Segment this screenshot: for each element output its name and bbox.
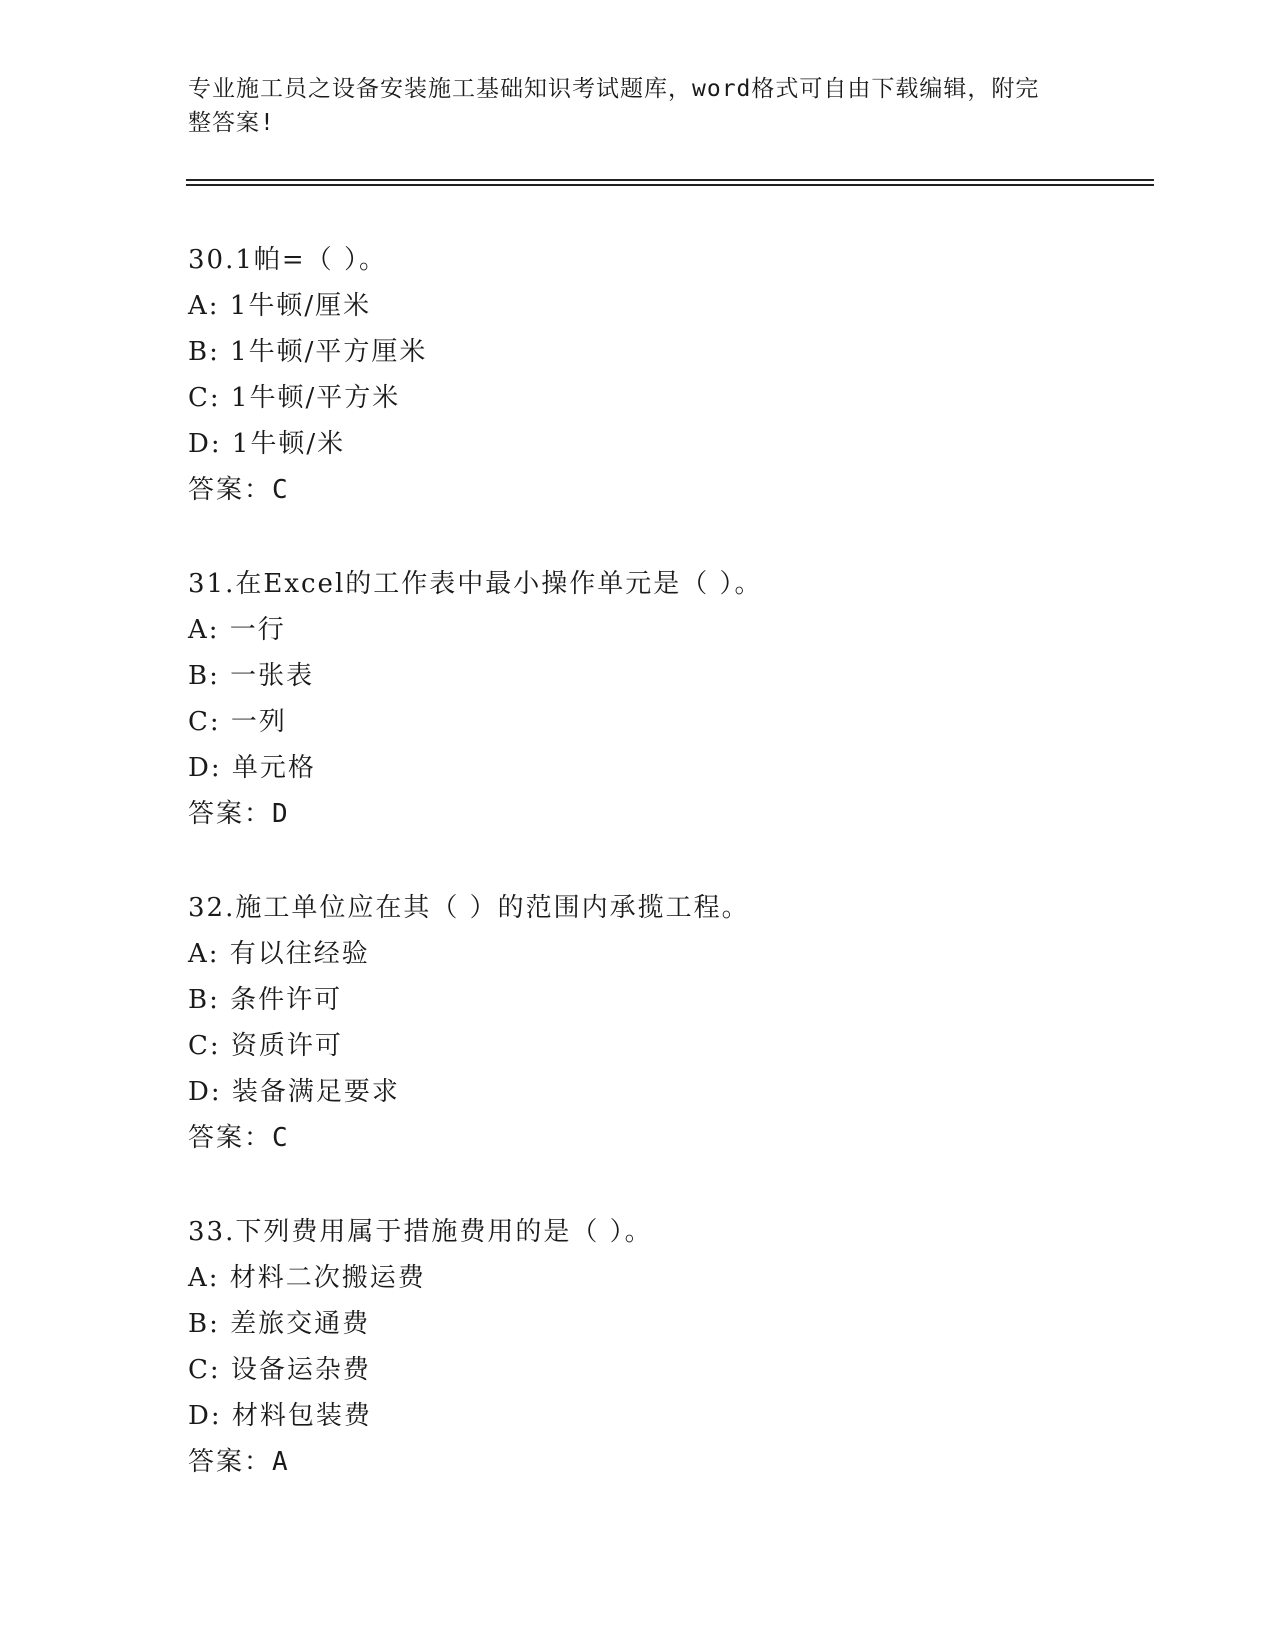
option-a: A: 材料二次搬运费 — [188, 1263, 426, 1293]
option-d: D: 单元格 — [188, 753, 316, 783]
option-c: C: 1牛顿/平方米 — [188, 383, 401, 413]
option-a: A: 1牛顿/厘米 — [188, 291, 372, 321]
option-d: D: 材料包装费 — [188, 1401, 372, 1431]
question-30 — [188, 237, 1148, 513]
answer-label: 答案： — [188, 475, 273, 505]
option-d: D: 1牛顿/米 — [188, 429, 346, 459]
answer-line — [188, 1439, 1148, 1485]
question-list — [188, 237, 1148, 1533]
answer-label: 答案： — [188, 799, 273, 829]
question-stem: 32.施工单位应在其（ ）的范围内承揽工程。 — [188, 893, 750, 923]
question-32 — [188, 885, 1148, 1161]
header-divider-bottom — [186, 184, 1154, 186]
answer-line — [188, 791, 1148, 837]
question-stem: 30.1帕=（ ）。 — [188, 245, 387, 275]
option-c: C: 设备运杂费 — [188, 1355, 371, 1385]
header-divider-top — [186, 179, 1154, 181]
option-b: B: 差旅交通费 — [188, 1309, 371, 1339]
answer-line — [188, 1115, 1148, 1161]
option-b: B: 一张表 — [188, 661, 315, 691]
option-b: B: 条件许可 — [188, 985, 343, 1015]
option-d: D: 装备满足要求 — [188, 1077, 400, 1107]
answer-value: A — [272, 1447, 288, 1477]
answer-value: C — [272, 1123, 288, 1153]
answer-value: C — [272, 475, 288, 505]
header-line-1: 专业施工员之设备安装施工基础知识考试题库，word格式可自由下载编辑，附完 — [188, 76, 1040, 102]
question-33 — [188, 1209, 1148, 1485]
option-a: A: 一行 — [188, 615, 286, 645]
answer-value: D — [272, 799, 288, 829]
question-stem: 31.在Excel的工作表中最小操作单元是（ ）。 — [188, 569, 763, 599]
option-a: A: 有以往经验 — [188, 939, 370, 969]
answer-label: 答案： — [188, 1447, 273, 1477]
option-c: C: 一列 — [188, 707, 287, 737]
option-b: B: 1牛顿/平方厘米 — [188, 337, 428, 367]
answer-line — [188, 467, 1148, 513]
answer-label: 答案： — [188, 1123, 273, 1153]
document-header — [188, 72, 1088, 140]
header-line-2: 整答案! — [188, 110, 275, 136]
question-31 — [188, 561, 1148, 837]
option-c: C: 资质许可 — [188, 1031, 343, 1061]
question-stem: 33.下列费用属于措施费用的是（ ）。 — [188, 1217, 653, 1247]
